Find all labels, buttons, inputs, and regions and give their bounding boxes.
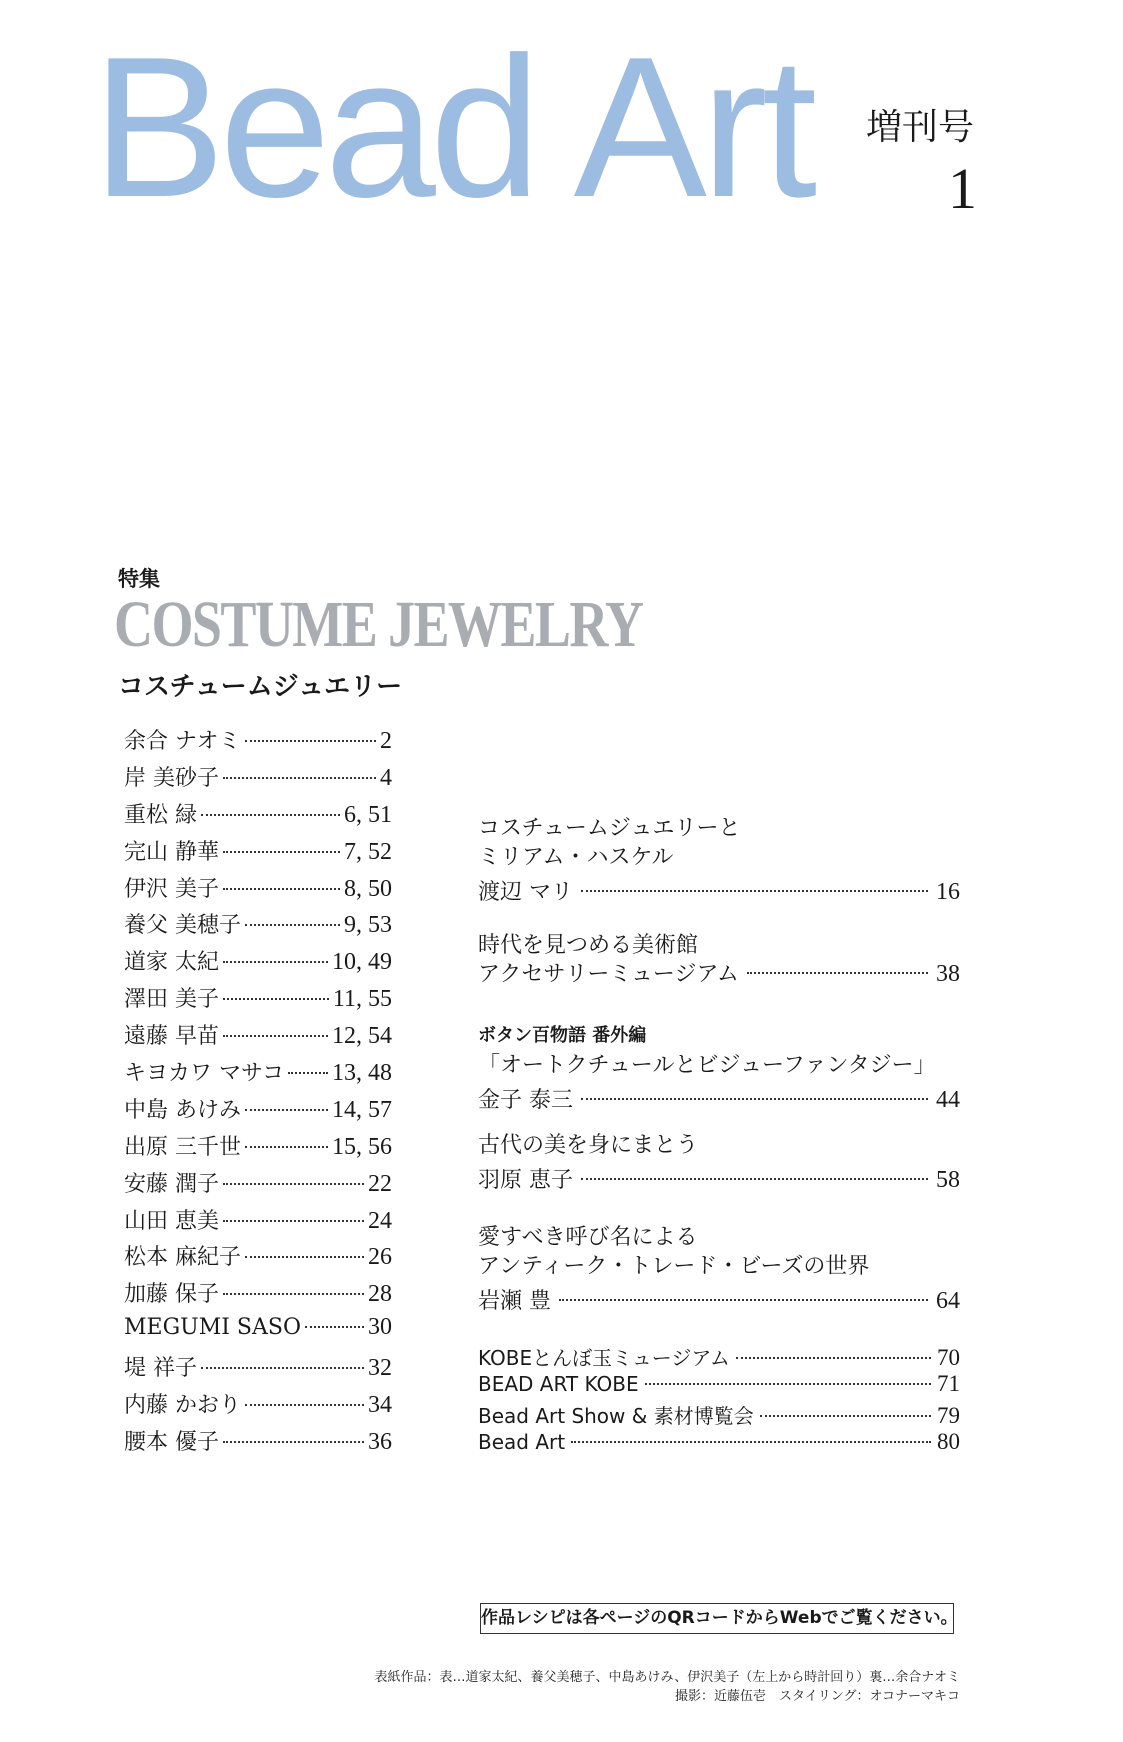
toc-page-number: 28 xyxy=(368,1281,392,1308)
info-entry-name: KOBEとんぼ玉ミュージアム xyxy=(478,1346,730,1370)
info-entry[interactable] xyxy=(478,1342,960,1371)
info-page-number: 70 xyxy=(937,1345,960,1370)
article-author: 渡辺 マリ xyxy=(478,880,573,905)
toc-entry[interactable] xyxy=(124,908,392,945)
leader-dots xyxy=(201,814,340,816)
leader-dots xyxy=(245,1146,328,1148)
toc-entry[interactable] xyxy=(124,1314,392,1351)
article-trade-beads[interactable] xyxy=(478,1223,960,1319)
article-button-stories[interactable] xyxy=(478,1024,960,1118)
toc-entry[interactable] xyxy=(124,1425,392,1462)
leader-dots xyxy=(581,1178,928,1180)
article-haskell[interactable] xyxy=(478,814,960,910)
toc-entry[interactable] xyxy=(124,1019,392,1056)
leader-dots xyxy=(245,1109,328,1111)
article-page: 16 xyxy=(936,879,960,905)
leader-dots xyxy=(245,740,376,742)
issue-number: 1 xyxy=(948,156,977,221)
leader-dots xyxy=(305,1326,364,1328)
leader-dots xyxy=(747,972,928,974)
toc-page-number: 24 xyxy=(368,1207,392,1234)
leader-dots xyxy=(223,1183,364,1185)
toc-artist-name: キヨカワ マサコ xyxy=(124,1061,285,1087)
article-title-line: 「オートクチュールとビジューファンタジー」 xyxy=(478,1053,936,1079)
toc-artist-name: MEGUMI SASO xyxy=(124,1315,301,1341)
toc-artist-name: 山田 恵美 xyxy=(124,1208,219,1234)
article-title-line: コスチュームジュエリーと xyxy=(478,816,741,841)
toc-page-number: 34 xyxy=(368,1392,392,1419)
toc-artist-name: 安藤 潤子 xyxy=(124,1171,219,1197)
info-page-number: 79 xyxy=(937,1403,960,1428)
leader-dots xyxy=(223,1220,364,1222)
article-author: 金子 泰三 xyxy=(478,1088,573,1114)
toc-entry[interactable] xyxy=(124,1204,392,1241)
toc-artist-name: 完山 静華 xyxy=(124,839,219,865)
article-page: 58 xyxy=(936,1167,960,1193)
toc-page-number: 4 xyxy=(380,764,392,791)
toc-artist-name: 中島 あけみ xyxy=(124,1097,241,1123)
toc-entry[interactable] xyxy=(124,1167,392,1204)
toc-artist-name: 腰本 優子 xyxy=(124,1429,219,1455)
toc-entry[interactable] xyxy=(124,798,392,835)
info-page-number: 80 xyxy=(937,1429,960,1454)
toc-entry[interactable] xyxy=(124,982,392,1019)
leader-dots xyxy=(223,961,328,963)
leader-dots xyxy=(223,1035,328,1037)
toc-entry[interactable] xyxy=(124,1240,392,1277)
toc-page-number: 11, 55 xyxy=(332,986,392,1013)
leader-dots xyxy=(760,1415,931,1417)
feature-label: 特集 xyxy=(118,567,160,591)
info-entry-name: Bead Art xyxy=(478,1430,566,1454)
info-page-number: 71 xyxy=(937,1371,960,1396)
toc-page-number: 8, 50 xyxy=(344,875,392,902)
toc-artist-name: 岸 美砂子 xyxy=(124,765,219,791)
article-title-line: ミリアム・ハスケル xyxy=(478,845,674,870)
toc-page-number: 13, 48 xyxy=(332,1060,392,1087)
toc-artist-name: 内藤 かおり xyxy=(124,1393,241,1419)
leader-dots xyxy=(736,1357,931,1359)
toc-entry[interactable] xyxy=(124,835,392,872)
info-entry[interactable] xyxy=(478,1371,960,1400)
toc-page-number: 26 xyxy=(368,1244,392,1271)
article-accessory-museum[interactable] xyxy=(478,931,960,989)
toc-artist-name: 松本 麻紀子 xyxy=(124,1245,241,1271)
leader-dots xyxy=(245,1256,364,1258)
toc-entry[interactable] xyxy=(124,872,392,909)
article-author: 岩瀬 豊 xyxy=(478,1289,551,1314)
toc-page-number: 12, 54 xyxy=(332,1023,392,1050)
article-kicker: ボタン百物語 番外編 xyxy=(478,1025,647,1046)
toc-page-number: 30 xyxy=(368,1314,392,1341)
toc-entry[interactable] xyxy=(124,724,392,761)
article-page: 64 xyxy=(936,1288,960,1314)
toc-page-number: 10, 49 xyxy=(332,949,392,976)
toc-artist-name: 余合 ナオミ xyxy=(124,729,241,754)
toc-entry[interactable] xyxy=(124,761,392,798)
toc-entry[interactable] xyxy=(124,1277,392,1314)
toc-artist-name: 遠藤 早苗 xyxy=(124,1024,219,1050)
leader-dots xyxy=(581,890,928,892)
leader-dots xyxy=(223,888,340,890)
toc-entry[interactable] xyxy=(124,1093,392,1130)
leader-dots xyxy=(223,1441,364,1443)
leader-dots xyxy=(223,998,329,1000)
leader-dots xyxy=(245,1404,364,1406)
article-author: 羽原 恵子 xyxy=(478,1168,573,1193)
toc-page-number: 32 xyxy=(368,1355,392,1382)
info-entry[interactable] xyxy=(478,1429,960,1458)
toc-artist-name: 堤 祥子 xyxy=(124,1356,197,1382)
leader-dots xyxy=(245,924,340,926)
toc-entry[interactable] xyxy=(124,1351,392,1388)
toc-entry[interactable] xyxy=(124,1130,392,1167)
toc-page-number: 6, 51 xyxy=(344,801,392,828)
qr-recipe-notice: 作品レシピは各ページのQRコードからWebでご覧ください。 xyxy=(480,1603,954,1634)
leader-dots xyxy=(201,1367,364,1369)
article-page: 38 xyxy=(936,961,960,987)
feature-title: COSTUME JEWELRY xyxy=(114,588,643,661)
toc-entry[interactable] xyxy=(124,1056,392,1093)
article-title-line: アンティーク・トレード・ビーズの世界 xyxy=(478,1254,870,1279)
leader-dots xyxy=(571,1441,931,1443)
leader-dots xyxy=(223,851,340,853)
leader-dots xyxy=(223,777,376,779)
toc-artist-name: 加藤 保子 xyxy=(124,1282,219,1308)
issue-label: 増刊号 xyxy=(866,107,975,148)
toc-page-number: 7, 52 xyxy=(344,838,392,865)
toc-page-number: 9, 53 xyxy=(344,912,392,939)
info-entry-name: Bead Art Show & 素材博覧会 xyxy=(478,1404,754,1428)
toc-artist-name: 道家 太紀 xyxy=(124,950,219,976)
article-ancient-beauty[interactable] xyxy=(478,1131,960,1198)
toc-page-number: 15, 56 xyxy=(332,1133,392,1160)
article-title-line: アクセサリーミュージアム xyxy=(478,962,739,987)
feature-subtitle: コスチュームジュエリー xyxy=(118,672,403,702)
magazine-title: Bead Art xyxy=(92,16,812,239)
toc-page-number: 36 xyxy=(368,1428,392,1455)
toc-entry[interactable] xyxy=(124,1388,392,1425)
leader-dots xyxy=(645,1383,931,1385)
article-title-line: 時代を見つめる美術館 xyxy=(478,933,699,958)
toc-page-number: 14, 57 xyxy=(332,1096,392,1123)
article-title-line: 古代の美を身にまとう xyxy=(478,1133,699,1158)
toc-artist-name: 重松 緑 xyxy=(124,802,197,828)
leader-dots xyxy=(581,1098,928,1100)
article-title-line: 愛すべき呼び名による xyxy=(478,1225,698,1250)
credits-cover-works: 表紙作品：表…道家太紀、養父美穂子、中島あけみ、伊沢美子（左上から時計回り）裏…余合ナオミ xyxy=(374,1670,960,1685)
toc-entry[interactable] xyxy=(124,945,392,982)
toc-artist-name: 出原 三千世 xyxy=(124,1134,241,1160)
leader-dots xyxy=(559,1299,928,1301)
toc-artist-name: 伊沢 美子 xyxy=(124,876,219,902)
article-page: 44 xyxy=(936,1087,960,1114)
toc-page-number: 2 xyxy=(380,728,392,754)
artist-contents-list xyxy=(124,724,392,1462)
leader-dots xyxy=(223,1293,364,1295)
info-contents-list xyxy=(478,1342,960,1458)
cover-credits xyxy=(374,1668,960,1706)
toc-artist-name: 澤田 美子 xyxy=(124,987,219,1013)
credits-photo-styling: 撮影：近藤伍壱 スタイリング：オコナーマキコ xyxy=(675,1689,960,1704)
info-entry[interactable] xyxy=(478,1400,960,1429)
toc-artist-name: 養父 美穂子 xyxy=(124,913,241,939)
info-entry-name: BEAD ART KOBE xyxy=(478,1372,639,1396)
toc-page-number: 22 xyxy=(368,1170,392,1197)
leader-dots xyxy=(288,1072,328,1074)
